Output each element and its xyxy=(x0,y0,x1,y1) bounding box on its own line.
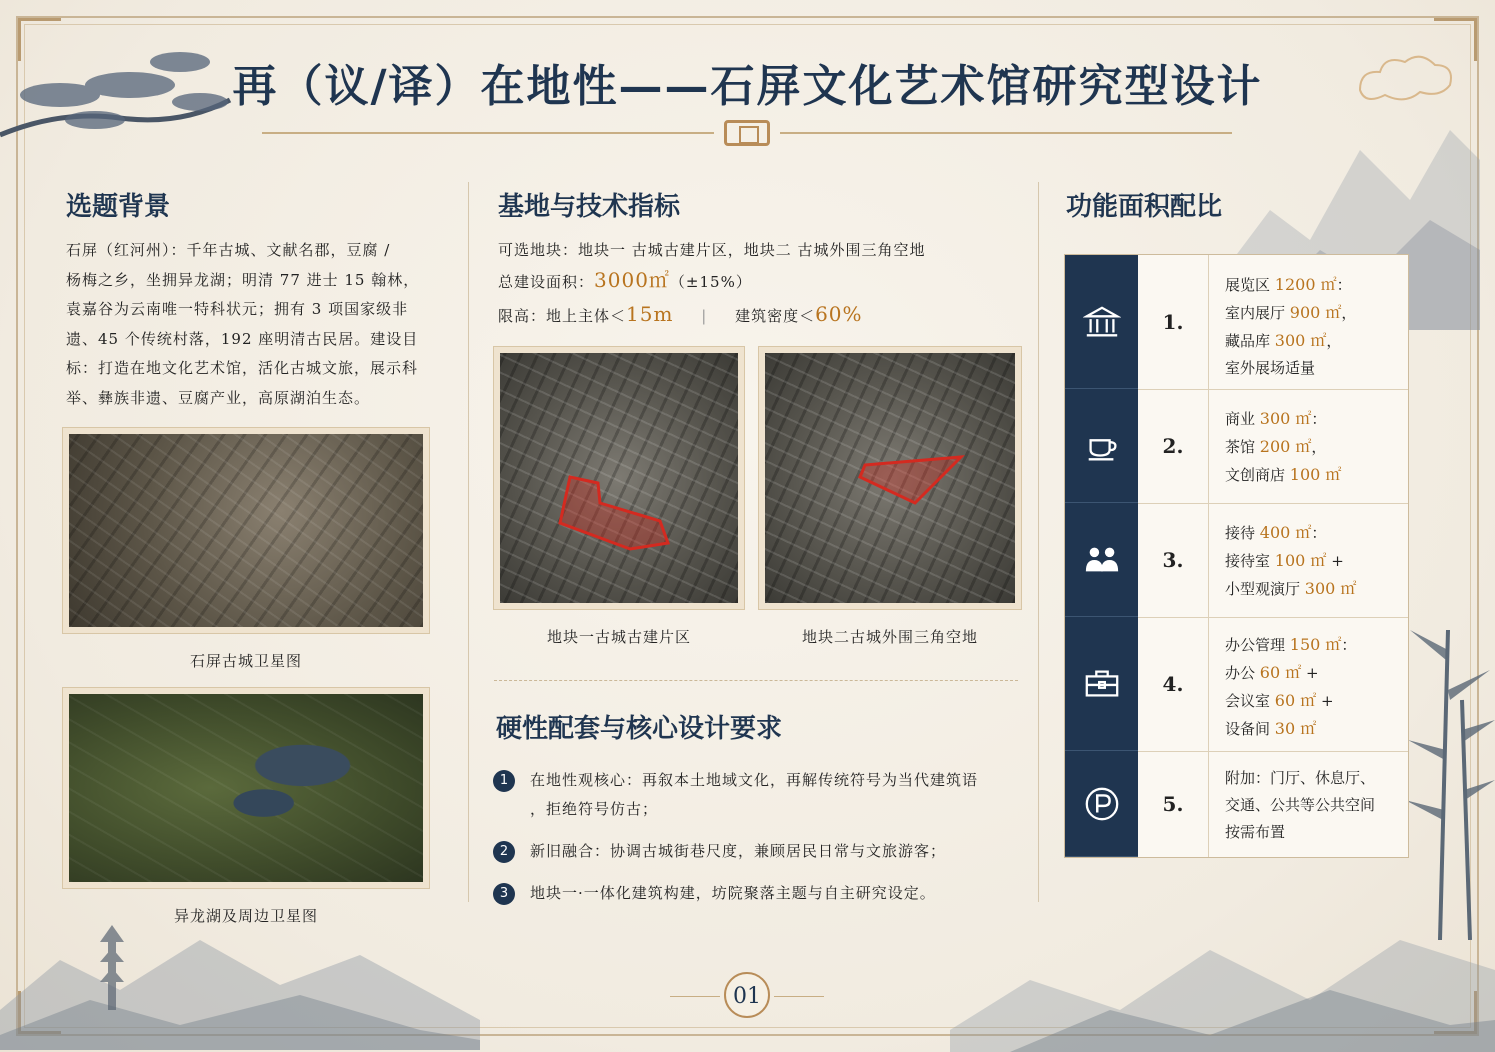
table-row xyxy=(1065,389,1408,504)
area-label: 总建设面积： xyxy=(498,273,595,291)
people-icon xyxy=(1083,541,1121,579)
teacup-icon xyxy=(1083,427,1121,465)
background-line: 举、彝族非遗、豆腐产业，高原湖泊生态。 xyxy=(66,388,371,407)
bamboo-decoration xyxy=(1400,610,1495,940)
background-line: 遗、45 个传统村落，192 座明清古民居。建设目 xyxy=(66,329,419,348)
row-description: 展览区 1200 ㎡： 室内展厅 900 ㎡， 藏品库 300 ㎡， 室外展场适量 xyxy=(1225,275,1357,377)
background-heading: 选题背景 xyxy=(66,192,171,222)
row-number: 2. xyxy=(1138,389,1209,503)
table-row xyxy=(1065,503,1408,618)
row-number: 3. xyxy=(1138,503,1209,617)
plot2-boundary-outline xyxy=(765,353,1015,603)
plot1-caption-text: 地块一古城古建片区 xyxy=(546,628,691,646)
page-number-rule xyxy=(774,996,824,997)
site-area-line xyxy=(498,266,1018,298)
requirements-heading: 硬性配套与核心设计要求 xyxy=(496,714,783,744)
background-line: 杨梅之乡，坐拥异龙湖；明清 77 进士 15 翰林， xyxy=(66,270,420,289)
parking-icon xyxy=(1083,785,1121,823)
row-description: 附加：门厅、休息厅、 交通、公共等公共空间 按需布置 xyxy=(1225,769,1376,841)
page-title: 再（议/译）在地性——石屏文化艺术馆研究型设计 xyxy=(232,61,1263,112)
row-number: 1. xyxy=(1138,255,1209,389)
column-divider xyxy=(468,182,469,902)
knot-ornament xyxy=(724,120,770,146)
table-icon-cell xyxy=(1065,255,1138,389)
table-icon-cell xyxy=(1065,751,1138,857)
requirement-item-2: 新旧融合：协调古城街巷尺度，兼顾居民日常与文旅游客； xyxy=(530,842,947,860)
site-options-line: 可选地块：地块一 古城古建片区，地块二 古城外围三角空地 xyxy=(498,241,926,259)
requirement-line: ，拒绝符号仿古； xyxy=(530,800,659,818)
requirement-number-1: 1 xyxy=(493,770,515,792)
table-row xyxy=(1065,617,1408,752)
row-number: 5. xyxy=(1138,751,1209,857)
row-description: 接待 400 ㎡： 接待室 100 ㎡ + 小型观演厅 300 ㎡ xyxy=(1225,523,1357,598)
shiping-satellite-image xyxy=(63,428,429,633)
limits-separator: | xyxy=(701,307,708,325)
yilong-lake-satellite-image xyxy=(63,688,429,888)
height-label: 限高：地上主体＜ xyxy=(498,307,627,325)
table-icon-cell xyxy=(1065,389,1138,503)
background-line: 石屏（红河州）：千年古城、文献名郡，豆腐 / xyxy=(66,241,391,259)
function-area-table xyxy=(1064,254,1409,858)
requirement-item-1 xyxy=(530,766,1050,824)
plot2-caption: 地块二古城外围三角空地 xyxy=(801,628,978,646)
density-label: 建筑密度＜ xyxy=(735,307,816,325)
table-icon-cell xyxy=(1065,503,1138,617)
site-heading: 基地与技术指标 xyxy=(498,192,681,222)
table-row xyxy=(1065,751,1408,857)
page-number-rule xyxy=(670,996,720,997)
density-value: 60% xyxy=(815,302,863,326)
museum-icon xyxy=(1083,303,1121,341)
title-rule-left xyxy=(262,132,714,134)
site-limits-line xyxy=(498,300,1018,332)
row-number: 4. xyxy=(1138,617,1209,751)
requirement-item-3: 地块一·一体化建筑构建，坊院聚落主题与自主研究设定。 xyxy=(530,884,936,902)
yilong-lake-satellite-caption: 异龙湖及周边卫星图 xyxy=(173,907,318,925)
requirement-number-2: 2 xyxy=(493,841,515,863)
height-value: 15m xyxy=(626,302,674,326)
shiping-satellite-caption: 石屏古城卫星图 xyxy=(189,652,302,670)
background-text xyxy=(66,236,436,413)
plot1-satellite-image xyxy=(494,347,744,609)
background-line: 标：打造在地文化艺术馆，活化古城文旅，展示科 xyxy=(66,359,419,377)
briefcase-icon xyxy=(1083,665,1121,703)
section-divider xyxy=(494,680,1018,681)
page-number: 01 xyxy=(724,972,770,1018)
title-rule-right xyxy=(780,132,1232,134)
functions-heading: 功能面积配比 xyxy=(1066,192,1223,222)
requirement-line: 在地性观核心：再叙本土地域文化，再解传统符号为当代建筑语 xyxy=(530,771,979,789)
area-note: （±15%） xyxy=(669,273,752,291)
table-row xyxy=(1065,255,1408,390)
row-description: 商业 300 ㎡： 茶馆 200 ㎡， 文创商店 100 ㎡ xyxy=(1225,409,1342,484)
plot2-satellite-image xyxy=(759,347,1021,609)
area-value: 3000㎡ xyxy=(594,268,670,292)
background-line: 袁嘉谷为云南唯一特科状元；拥有 3 项国家级非 xyxy=(66,300,409,318)
requirement-number-3: 3 xyxy=(493,883,515,905)
row-description: 办公管理 150 ㎡： 办公 60 ㎡ + 会议室 60 ㎡ + 设备间 30 ㎡ xyxy=(1225,635,1357,738)
plot1-boundary-outline xyxy=(500,353,738,603)
table-icon-cell xyxy=(1065,617,1138,751)
